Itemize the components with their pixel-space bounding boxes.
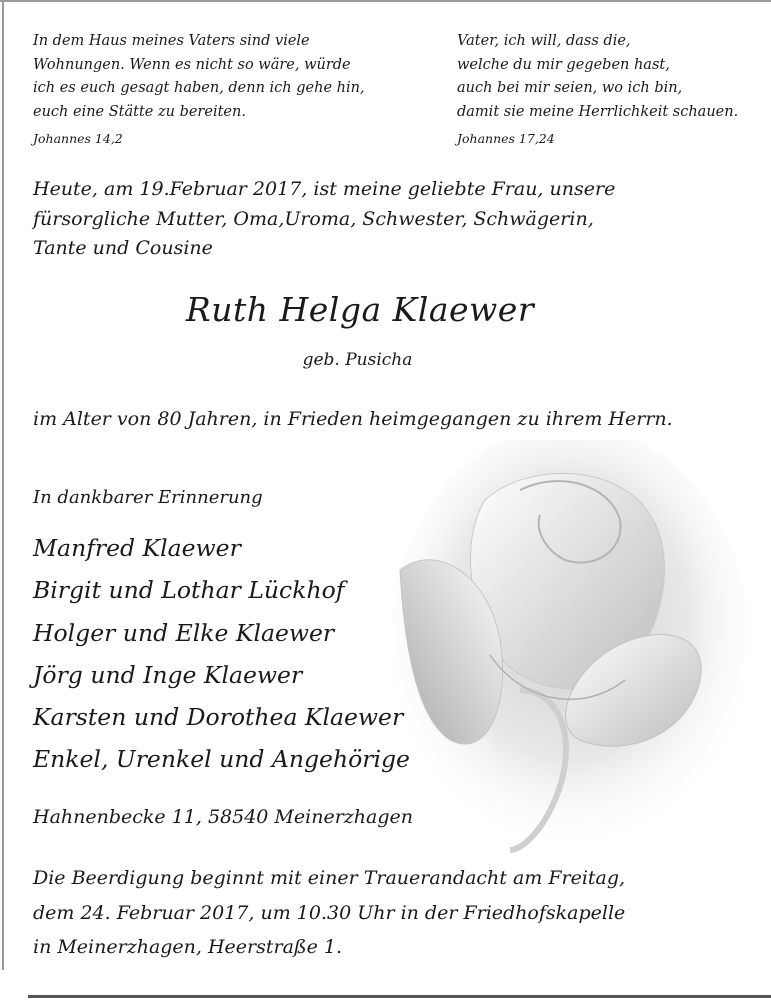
funeral-line: in Meinerzhagen, Heerstraße 1. xyxy=(33,936,343,958)
verse-line: Vater, ich will, dass die, xyxy=(457,33,631,49)
address: Hahnenbecke 11, 58540 Meinerzhagen xyxy=(33,806,413,828)
verse-line: In dem Haus meines Vaters sind viele xyxy=(33,33,310,49)
mourner: Jörg und Inge Klaewer xyxy=(33,660,303,689)
verse-reference: Johannes 17,24 xyxy=(457,131,555,146)
mourner: Birgit und Lothar Lückhof xyxy=(33,576,345,605)
funeral-info xyxy=(33,861,673,965)
mourner: Manfred Klaewer xyxy=(33,534,241,562)
verse-line: ich es euch gesagt haben, denn ich gehe hin, xyxy=(33,80,365,96)
verse-line: auch bei mir seien, wo ich bin, xyxy=(457,80,683,96)
maiden-name: geb. Pusicha xyxy=(302,350,413,370)
age-line: im Alter von 80 Jahren, in Frieden heimgegangen zu ihrem Herrn. xyxy=(33,408,673,430)
white-rose-icon xyxy=(380,440,750,860)
verse-left xyxy=(33,30,413,148)
mourner: Enkel, Urenkel und Angehörige xyxy=(33,745,410,774)
announcement-line: fürsorgliche Mutter, Oma,Uroma, Schwester, Schwägerin, xyxy=(33,207,594,230)
verse-line: damit sie meine Herrlichkeit schauen. xyxy=(457,103,739,120)
mourner: Holger und Elke Klaewer xyxy=(33,618,335,647)
announcement-line: Heute, am 19.Februar 2017, ist meine geliebte Frau, unsere xyxy=(33,178,616,200)
frame-bottom-border xyxy=(28,995,771,998)
memory-line: In dankbarer Erinnerung xyxy=(33,487,263,508)
frame-left-border xyxy=(2,0,4,970)
mourner: Karsten und Dorothea Klaewer xyxy=(33,703,404,732)
verse-line: Wohnungen. Wenn es nicht so wäre, würde xyxy=(33,56,351,73)
announcement-line: Tante und Cousine xyxy=(33,237,213,259)
funeral-line: Die Beerdigung beginnt mit einer Trauerandacht am Freitag, xyxy=(33,867,626,889)
verse-reference: Johannes 14,2 xyxy=(33,131,123,146)
verse-line: welche du mir gegeben hast, xyxy=(457,56,670,73)
deceased-name: Ruth Helga Klaewer xyxy=(185,290,535,329)
announcement xyxy=(33,175,733,264)
verse-right xyxy=(457,30,762,148)
frame-top-border xyxy=(0,0,771,2)
funeral-line: dem 24. Februar 2017, um 10.30 Uhr in der Friedhofskapelle xyxy=(33,901,626,924)
mourners-list xyxy=(33,527,410,781)
verse-line: euch eine Stätte zu bereiten. xyxy=(33,103,246,120)
